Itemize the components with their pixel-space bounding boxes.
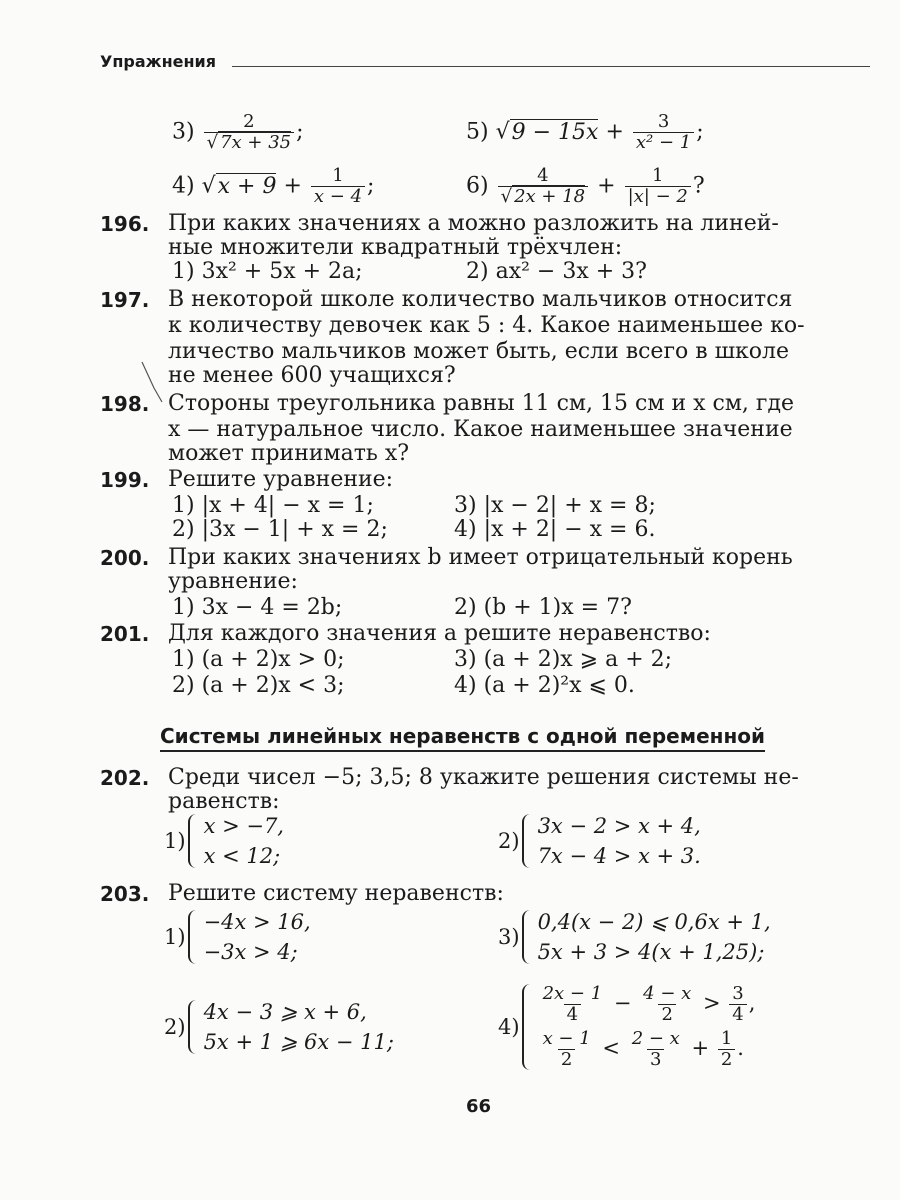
system-row: −3x > 4; — [203, 940, 298, 964]
sqrt-sign: √ — [495, 119, 510, 145]
problem-option: 4) |x + 2| − x = 6. — [454, 517, 656, 542]
brace — [522, 814, 532, 868]
system-row: 4x − 3 ⩾ x + 6, — [203, 1000, 367, 1024]
operator: + — [691, 1036, 710, 1060]
problem-text: уравнение: — [168, 569, 298, 594]
punct: . — [737, 1036, 744, 1060]
numerator: x − 1 — [542, 1028, 591, 1049]
operator: + — [283, 173, 302, 199]
system-row: 5x + 3 > 4(x + 1,25); — [537, 940, 765, 964]
problem-text: Решите уравнение: — [168, 467, 394, 492]
problem-option: 1) (a + 2)x > 0; — [172, 647, 345, 672]
fraction — [718, 1029, 735, 1070]
fraction — [311, 166, 365, 207]
item-label: 3) — [498, 925, 520, 949]
system-row: 7x − 4 > x + 3. — [537, 844, 701, 868]
running-header: Упражнения — [100, 52, 217, 71]
problem-text: x — натуральное число. Какое наименьшее значение — [168, 417, 793, 442]
fraction — [729, 984, 746, 1025]
problem-option: 1) 3x² + 5x + 2a; — [172, 259, 363, 284]
operator: + — [605, 119, 624, 145]
problem-option: 4) (a + 2)²x ⩽ 0. — [454, 673, 635, 698]
system-row — [538, 984, 756, 1025]
problem-option: 2) (b + 1)x = 7? — [454, 595, 632, 620]
item-label: 1) — [164, 829, 186, 853]
system-row: x > −7, — [203, 814, 284, 838]
problem-option: 3) |x − 2| + x = 8; — [454, 493, 656, 518]
problem-number: 202. — [100, 766, 150, 790]
numerator: 4 — [537, 165, 549, 186]
problem-text: может принимать x? — [168, 441, 410, 466]
fraction — [498, 166, 589, 207]
denominator: x² − 1 — [633, 132, 694, 153]
fraction — [625, 166, 691, 207]
denominator: 3 — [647, 1049, 664, 1070]
system-row: 3x − 2 > x + 4, — [537, 814, 701, 838]
numerator: 1 — [332, 165, 344, 186]
operator: + — [597, 173, 616, 199]
brace — [188, 1000, 198, 1054]
fraction — [540, 984, 606, 1025]
sqrt-sign: √ — [206, 132, 219, 153]
system-row: x < 12; — [203, 844, 281, 868]
numerator: 2 − x — [631, 1028, 680, 1049]
problem-option: 1) |x + 4| − x = 1; — [172, 493, 374, 518]
punct: , — [748, 991, 756, 1015]
brace — [522, 910, 532, 964]
problem-text: Для каждого значения a решите неравенство: — [168, 621, 711, 646]
item-3 — [172, 112, 304, 153]
denominator: x − 4 — [311, 186, 365, 207]
numerator: 1 — [720, 1028, 733, 1049]
fraction — [640, 984, 694, 1025]
fraction — [633, 112, 694, 153]
fraction — [204, 112, 295, 153]
brace — [188, 910, 198, 964]
item-label: 6) — [466, 173, 489, 199]
item-label: 4) — [498, 1015, 520, 1039]
denominator: 2 — [558, 1049, 575, 1070]
system-1 — [164, 910, 311, 964]
item-label: 2) — [498, 829, 520, 853]
sqrt-sign: √ — [201, 173, 216, 199]
item-label: 1) — [164, 925, 186, 949]
system-4 — [498, 984, 755, 1070]
numerator: 2 — [243, 111, 255, 132]
brace — [188, 814, 198, 868]
numerator: 1 — [651, 165, 664, 186]
radicand: 9 − 15x — [511, 119, 599, 145]
system-row: −4x > 16, — [203, 910, 311, 934]
problem-number: 197. — [100, 288, 150, 312]
punct: ? — [692, 173, 705, 199]
denominator: 4 — [564, 1004, 581, 1025]
problem-text: В некоторой школе количество мальчиков относится — [168, 287, 793, 312]
problem-option: 1) 3x − 4 = 2b; — [172, 595, 343, 620]
sqrt-sign: √ — [500, 186, 513, 207]
system-2 — [164, 1000, 394, 1054]
problem-number: 201. — [100, 622, 150, 646]
punct: ; — [696, 119, 704, 145]
system-2 — [498, 814, 701, 868]
problem-text: Среди чисел −5; 3,5; 8 укажите решения системы не- — [168, 765, 799, 790]
section-title: Системы линейных неравенств с одной переменной — [160, 724, 765, 752]
item-4 — [172, 166, 374, 207]
system-row: 0,4(x − 2) ⩽ 0,6x + 1, — [537, 910, 771, 934]
problem-number: 196. — [100, 212, 150, 236]
header-rule — [232, 66, 870, 67]
system-row: 5x + 1 ⩾ 6x − 11; — [203, 1030, 394, 1054]
item-6 — [466, 166, 705, 207]
system-1 — [164, 814, 284, 868]
item-label: 2) — [164, 1015, 186, 1039]
denominator: |x| − 2 — [625, 186, 691, 207]
problem-text: При каких значениях b имеет отрицательный корень — [168, 545, 793, 570]
numerator: 3 — [732, 983, 744, 1004]
problem-option: 3) (a + 2)x ⩾ a + 2; — [454, 647, 673, 672]
item-label: 5) — [466, 119, 489, 145]
problem-text: Решите систему неравенств: — [168, 881, 504, 906]
problem-text: равенств: — [168, 789, 280, 814]
denominator: 2 — [718, 1049, 735, 1070]
operator: − — [613, 991, 632, 1015]
problem-text: к количеству девочек как 5 : 4. Какое наименьшее ко- — [168, 313, 805, 338]
operator: > — [702, 991, 721, 1015]
system-row — [538, 1029, 756, 1070]
radicand: 2x + 18 — [514, 186, 586, 207]
denominator: 4 — [729, 1004, 746, 1025]
fraction — [540, 1029, 594, 1070]
numerator: 3 — [657, 111, 670, 132]
problem-option: 2) |3x − 1| + x = 2; — [172, 517, 388, 542]
problem-option: 2) (a + 2)x < 3; — [172, 673, 345, 698]
problem-text: При каких значениях a можно разложить на линей- — [168, 211, 779, 236]
problem-number: 198. — [100, 392, 150, 416]
brace — [522, 984, 532, 1070]
radicand: x + 9 — [217, 173, 277, 199]
problem-text: не менее 600 учащихся? — [168, 363, 456, 388]
fraction — [629, 1029, 683, 1070]
problem-text: Стороны треугольника равны 11 см, 15 см и x см, где — [168, 391, 795, 416]
operator: < — [602, 1036, 620, 1060]
item-label: 4) — [172, 173, 195, 199]
radicand: 7x + 35 — [220, 132, 292, 153]
problem-number: 200. — [100, 546, 150, 570]
numerator: 2x − 1 — [542, 983, 603, 1004]
denominator: 2 — [658, 1004, 675, 1025]
problem-number: 203. — [100, 882, 150, 906]
item-5 — [466, 112, 704, 153]
punct: ; — [367, 173, 375, 199]
punct: ; — [296, 119, 304, 145]
problem-text: ные множители квадратный трёхчлен: — [168, 235, 623, 260]
page-number: 66 — [466, 1096, 492, 1117]
problem-text: личество мальчиков может быть, если всего в школе — [168, 339, 790, 364]
problem-option: 2) ax² − 3x + 3? — [466, 259, 647, 284]
item-label: 3) — [172, 119, 195, 145]
numerator: 4 − x — [643, 983, 692, 1004]
system-3 — [498, 910, 771, 964]
problem-number: 199. — [100, 468, 150, 492]
